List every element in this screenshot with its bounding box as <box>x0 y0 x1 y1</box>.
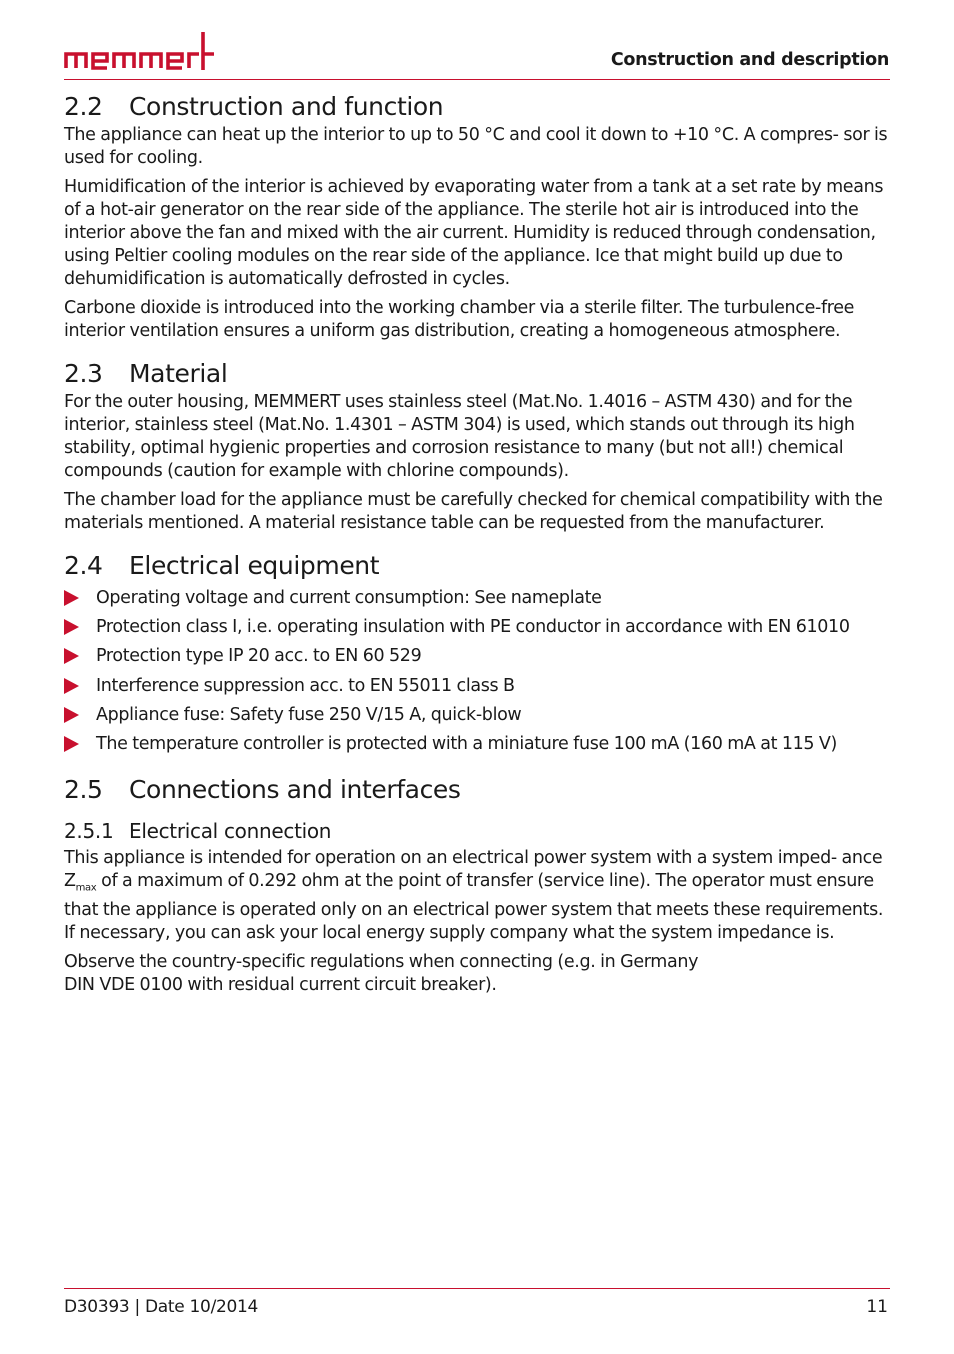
page-number: 11 <box>866 1297 888 1317</box>
heading-number: 2.3 <box>64 359 103 388</box>
list-item <box>64 583 890 612</box>
heading-text: Connections and interfaces <box>129 774 461 804</box>
subheading-electrical-connection <box>64 817 890 845</box>
heading-number: 2.5 <box>64 774 103 804</box>
list-item <box>64 700 890 729</box>
heading-text: Construction and function <box>129 92 444 121</box>
heading-construction-and-function <box>64 90 890 124</box>
heading-text: Electrical equipment <box>129 551 380 580</box>
bullet-arrow-icon <box>64 678 79 694</box>
header-divider <box>64 79 890 80</box>
list-item-text: Protection class I, i.e. operating insulation with PE conductor in accordance with EN 61010 <box>96 616 850 637</box>
list-item-text: Interference suppression acc. to EN 55011 class B <box>96 675 515 696</box>
heading-number: 2.4 <box>64 551 103 580</box>
heading-connections-and-interfaces <box>64 773 890 807</box>
paragraph-heating: The appliance can heat up the interior to up to 50 °C and cool it down to +10 °C. A compres- sor is used for cooling. <box>64 125 888 168</box>
heading-electrical-equipment <box>64 549 890 583</box>
list-item <box>64 729 890 758</box>
paragraph-humidification: Humidification of the interior is achieved by evaporating water from a tank at a set rate by means of a hot-air generator on the rear side of the appliance. The sterile hot air is introduced into the interior above the fan and mixed with the air current. Humidity is reduced through condensation, using Peltier cooling modules on the rear side of the appliance. Ice that might build up due to dehumidification is automatically defrosted in cycles. <box>64 177 884 289</box>
list-item <box>64 671 890 700</box>
heading-material <box>64 357 890 391</box>
paragraph-material-compatibility: The chamber load for the appliance must be carefully checked for chemical compatibility with the materials mentioned. A material resistance table can be requested from the manufacturer. <box>64 490 883 533</box>
paragraph-regulations <box>64 951 890 997</box>
list-item-text: Protection type IP 20 acc. to EN 60 529 <box>96 646 422 667</box>
paragraph-line: DIN VDE 0100 with residual current circuit breaker). <box>64 975 497 996</box>
memmert-logo <box>63 30 215 72</box>
list-item <box>64 642 890 671</box>
heading-number: 2.2 <box>64 92 103 121</box>
page-content <box>64 90 890 997</box>
list-item-text: The temperature controller is protected with a miniature fuse 100 mA (160 mA at 115 V) <box>96 734 838 755</box>
heading-text: Material <box>129 359 228 388</box>
list-item-text: Appliance fuse: Safety fuse 250 V/15 A, quick-blow <box>96 704 522 725</box>
footer-divider <box>64 1288 890 1289</box>
paragraph-power-system <box>64 847 890 946</box>
bullet-arrow-icon <box>64 736 79 752</box>
paragraph-co2: Carbone dioxide is introduced into the working chamber via a sterile filter. The turbulence-free interior ventilation ensures a uniform gas distribution, creating a homogeneous atmosphere. <box>64 298 855 341</box>
subheading-text: Electrical connection <box>129 818 332 843</box>
footer-doc-info: D30393 | Date 10/2014 <box>64 1297 259 1317</box>
bullet-arrow-icon <box>64 590 79 606</box>
bullet-arrow-icon <box>64 707 79 723</box>
bullet-arrow-icon <box>64 619 79 635</box>
header-section-title: Construction and description <box>610 50 889 70</box>
list-item-text: Operating voltage and current consumption: See nameplate <box>96 587 602 608</box>
subheading-number: 2.5.1 <box>64 818 114 843</box>
bullet-arrow-icon <box>64 648 79 664</box>
list-item <box>64 612 890 641</box>
paragraph-text: of a maximum of 0.292 ohm at the point of transfer (service line). The operator must ensure that the appliance is operated only on an electrical power system that meets these requirements. If necessary, you can ask your local energy supply company what the system impedance is. <box>64 870 884 944</box>
electrical-equipment-list <box>64 583 890 759</box>
subscript-max: max <box>75 882 97 894</box>
paragraph-material-steel: For the outer housing, MEMMERT uses stainless steel (Mat.No. 1.4016 – ASTM 430) and for the interior, stainless steel (Mat.No. 1.4301 – ASTM 304) is used, which stands out through its high stability, optimal hygienic properties and corrosion resistance to many (but not all!) chemical compounds (caution for example with chlorine compounds). <box>64 392 855 481</box>
paragraph-line: Observe the country-specific regulations when connecting (e.g. in Germany <box>64 952 699 973</box>
paragraph-text: This appliance is intended for operation on an electrical power system with a system imped- ance Z <box>64 847 883 891</box>
